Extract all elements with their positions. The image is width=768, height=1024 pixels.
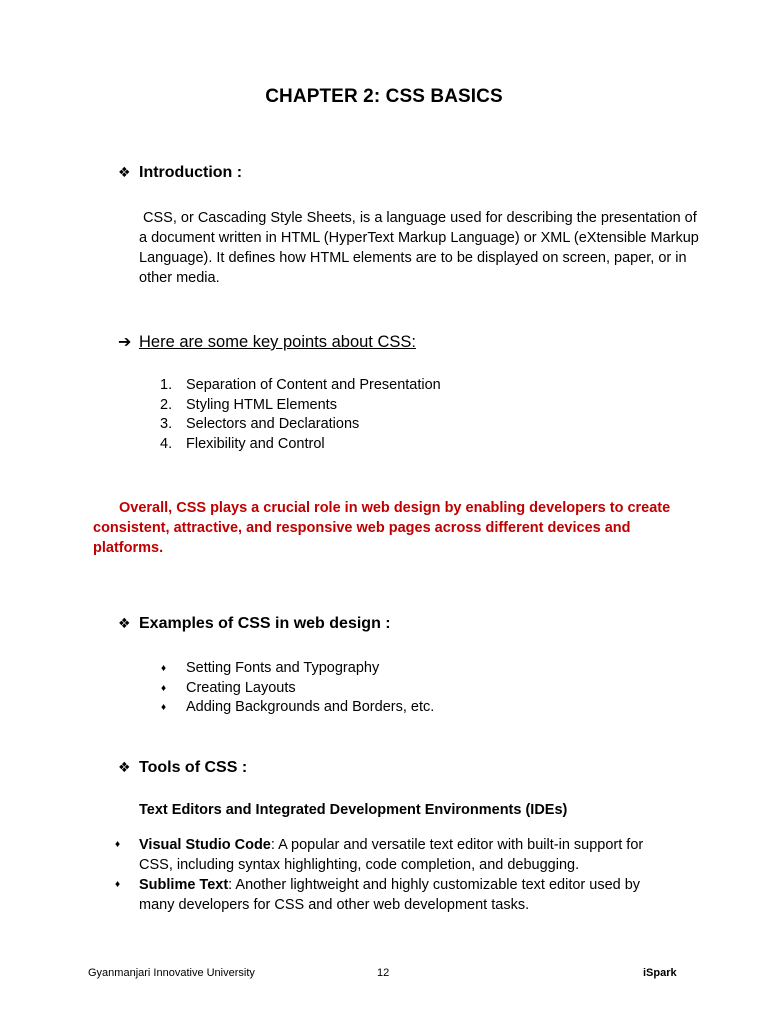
footer-university: Gyanmanjari Innovative University <box>88 967 255 979</box>
tools-heading-text: Tools of CSS : <box>139 759 248 776</box>
list-item-number: 4. <box>160 435 173 452</box>
introduction-paragraph: CSS, or Cascading Style Sheets, is a language used for describing the presentation of a document written in HTML (HyperText Markup Language) or XML (eXtensible Markup Language). It defines how HTML elements are to be displayed on screen, paper, or in other media. <box>139 210 703 286</box>
tool-description: : A popular and versatile text editor with built-in support for CSS, including syntax highlighting, code completion, and debugging. <box>139 837 644 873</box>
list-item-text: Selectors and Declarations <box>186 416 360 432</box>
tool-description: : Another lightweight and highly customizable text editor used by many developers for CSS and other web development tasks. <box>139 877 641 913</box>
tool-entry <box>139 875 675 915</box>
small-bullet-icon: ♦ <box>161 682 167 694</box>
list-item <box>115 835 675 875</box>
list-item <box>160 396 441 416</box>
footer-page-number: 12 <box>377 967 390 979</box>
list-item <box>161 698 434 718</box>
small-bullet-icon: ♦ <box>115 839 121 850</box>
list-item <box>160 415 441 435</box>
key-points-heading <box>118 332 416 352</box>
tool-name: Sublime Text <box>139 877 229 893</box>
key-points-heading-text: Here are some key points about CSS: <box>139 333 416 351</box>
examples-heading-text: Examples of CSS in web design : <box>139 615 391 632</box>
examples-heading <box>118 615 391 633</box>
chapter-title: CHAPTER 2: CSS BASICS <box>265 86 503 107</box>
list-item-text: Flexibility and Control <box>186 435 325 452</box>
list-item-text: Setting Fonts and Typography <box>186 660 380 676</box>
overall-note: Overall, CSS plays a crucial role in web design by enabling developers to create consistent, attractive, and responsive web pages across different devices and platforms. <box>93 500 671 556</box>
list-item <box>115 875 675 915</box>
tools-heading <box>118 759 247 777</box>
examples-list <box>161 659 434 718</box>
diamond-bullet-icon: ❖ <box>118 164 131 180</box>
tools-subheading: Text Editors and Integrated Development Environments (IDEs) <box>139 802 568 818</box>
small-bullet-icon: ♦ <box>115 879 121 890</box>
list-item-text: Separation of Content and Presentation <box>186 377 441 393</box>
list-item-number: 2. <box>160 396 173 413</box>
list-item-text: Adding Backgrounds and Borders, etc. <box>186 699 435 715</box>
tools-list <box>115 835 675 915</box>
list-item <box>161 679 434 699</box>
list-item-number: 1. <box>160 377 173 393</box>
footer-brand: iSpark <box>643 967 677 979</box>
small-bullet-icon: ♦ <box>161 702 167 713</box>
list-item <box>160 376 441 396</box>
introduction-heading <box>118 164 242 182</box>
diamond-bullet-icon: ❖ <box>118 759 131 775</box>
introduction-heading-text: Introduction : <box>139 164 243 181</box>
tool-name: Visual Studio Code <box>139 837 271 853</box>
diamond-bullet-icon: ❖ <box>118 615 131 631</box>
list-item <box>160 435 441 455</box>
tool-entry <box>139 835 675 875</box>
small-bullet-icon: ♦ <box>161 663 167 674</box>
arrow-icon: ➔ <box>118 334 132 351</box>
key-points-list <box>160 376 441 454</box>
list-item-text: Creating Layouts <box>186 679 296 696</box>
list-item-number: 3. <box>160 416 173 432</box>
list-item <box>161 659 434 679</box>
list-item-text: Styling HTML Elements <box>186 396 337 413</box>
